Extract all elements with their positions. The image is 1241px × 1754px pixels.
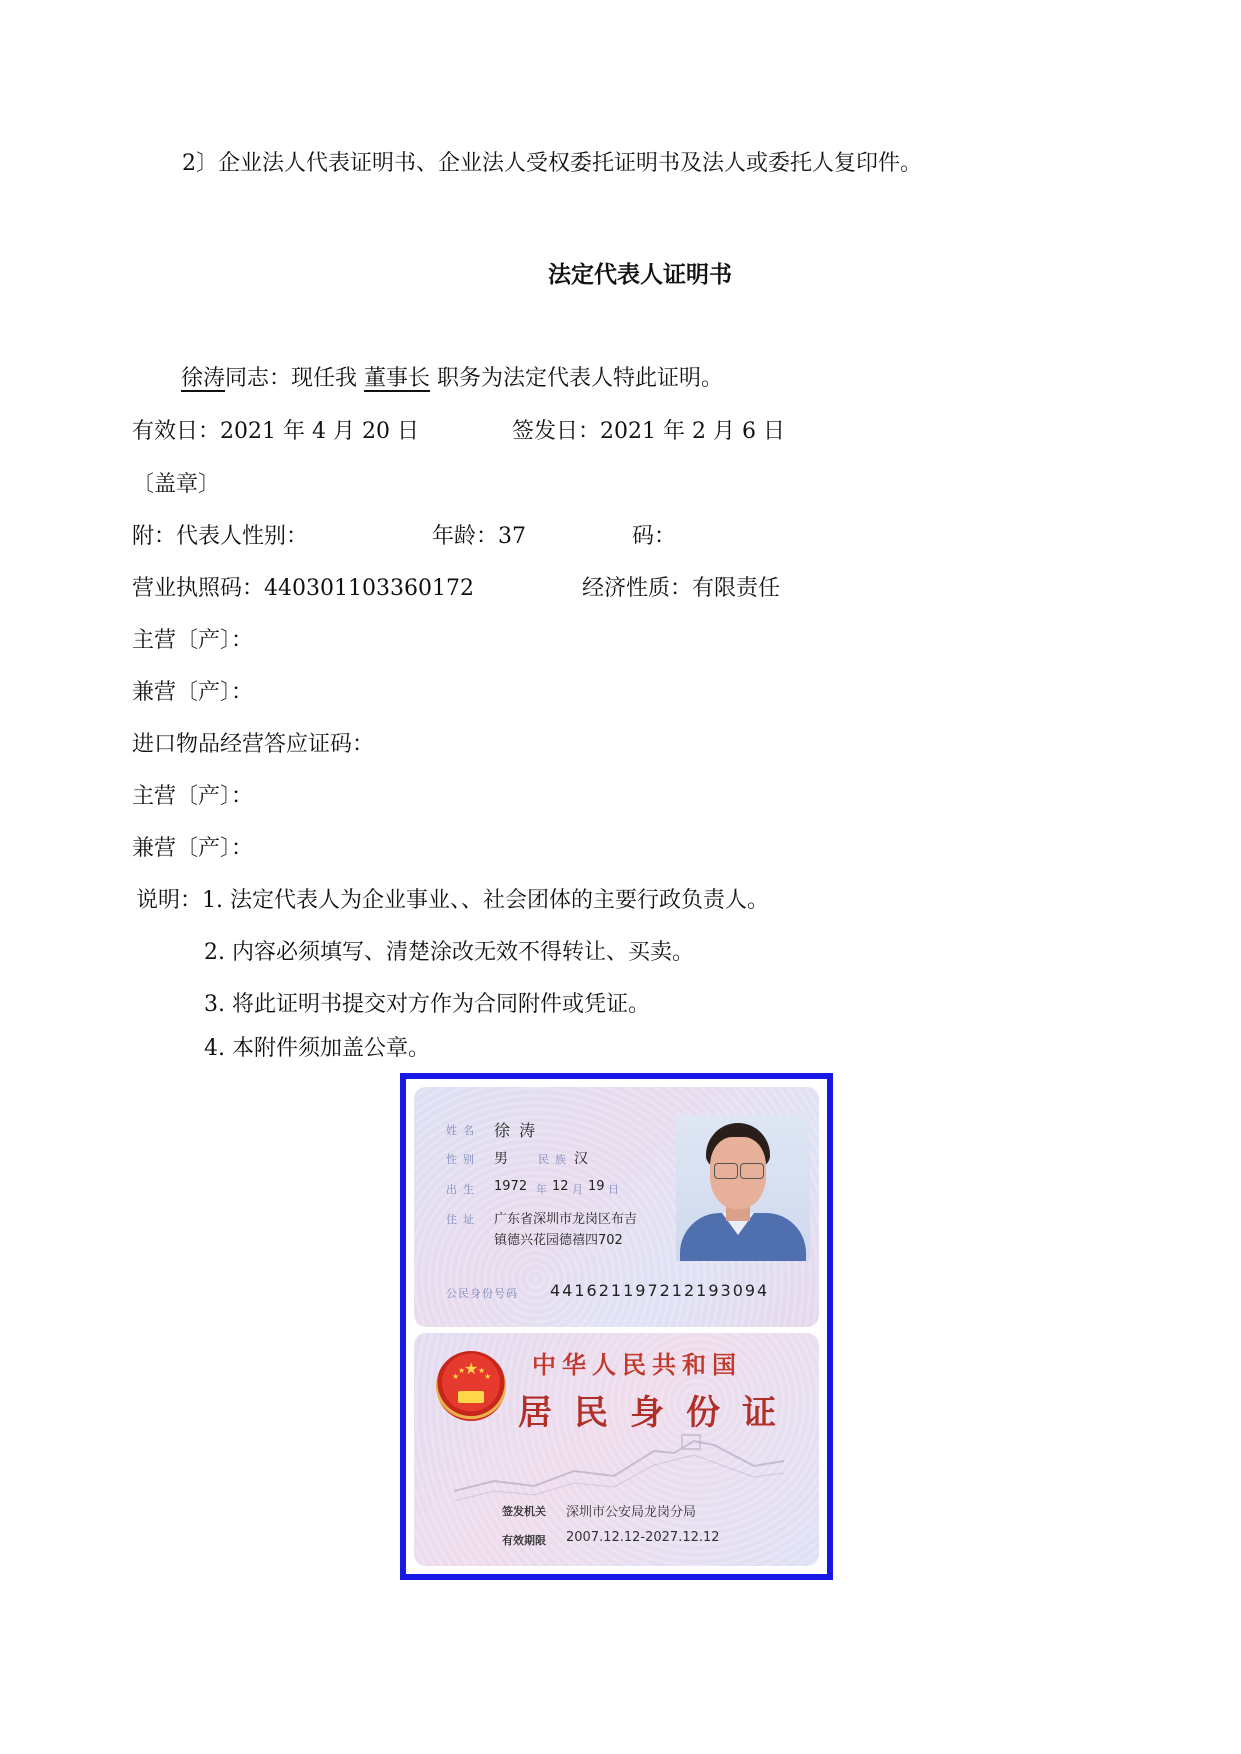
id-card-back	[414, 1333, 819, 1566]
sex-label: 性别	[446, 1153, 480, 1166]
statement-part2: 职务为法定代表人特此证明。	[437, 366, 724, 391]
main-products-1: 主营〔产〕：	[132, 628, 254, 653]
month-unit: 月	[572, 1183, 583, 1196]
great-wall-watermark	[454, 1431, 784, 1501]
card-title: 居民身份证	[518, 1393, 798, 1433]
statement-line	[181, 364, 723, 394]
id-number: 441621197212193094	[550, 1281, 770, 1300]
note-3: 3. 将此证明书提交对方作为合同附件或凭证。	[204, 992, 650, 1017]
note-1: 说明：1. 法定代表人为企业事业、、社会团体的主要行政负责人。	[136, 888, 769, 913]
address-line-2: 镇德兴花园德禧四702	[494, 1233, 623, 1248]
national-emblem-icon: ★ ★ ★ ★ ★	[436, 1351, 506, 1421]
address-label: 住址	[446, 1213, 480, 1226]
note-2: 2. 内容必须填写、清楚涂改无效不得转让、买卖。	[204, 940, 694, 965]
issue-date: 签发日：2021 年 2 月 6 日	[512, 419, 785, 444]
issuing-authority: 深圳市公安局龙岗分局	[566, 1505, 697, 1520]
portrait-photo	[676, 1115, 810, 1261]
side-products-2: 兼营〔产〕：	[132, 836, 254, 861]
card-name: 徐 涛	[494, 1121, 538, 1140]
note-4: 4. 本附件须加盖公章。	[204, 1036, 430, 1061]
validity-period: 2007.12.12-2027.12.12	[566, 1530, 720, 1545]
name-label: 姓名	[446, 1124, 480, 1137]
address-line-1: 广东省深圳市龙岗区布吉	[494, 1212, 638, 1227]
card-sex: 男	[494, 1151, 508, 1167]
intro-line: 2〕企业法人代表证明书、企业法人受权委托证明书及法人或委托人复印件。	[182, 151, 922, 176]
representative-name: 徐涛	[181, 366, 226, 391]
id-card-scan	[400, 1073, 833, 1580]
seal-label: 〔盖章〕	[132, 472, 221, 497]
year-unit: 年	[536, 1183, 547, 1196]
birth-label: 出生	[446, 1183, 480, 1196]
id-number-label: 公民身份号码	[446, 1287, 518, 1300]
valid-date: 有效日：2021 年 4 月 20 日	[132, 419, 419, 444]
statement-part1: 同志：现任我	[225, 366, 358, 391]
rep-code: 码：	[632, 524, 677, 549]
economic-nature: 经济性质：有限责任	[582, 576, 781, 601]
card-country: 中华人民共和国	[532, 1350, 742, 1379]
authority-label: 签发机关	[502, 1505, 546, 1518]
day-unit: 日	[608, 1183, 619, 1196]
birth-day: 19	[588, 1179, 605, 1194]
rep-gender: 附：代表人性别：	[132, 524, 309, 549]
rep-age: 年龄：37	[432, 524, 526, 549]
ethnic-label: 民族	[538, 1153, 572, 1166]
certificate-title: 法定代表人证明书	[548, 262, 732, 288]
position-title: 董事长	[364, 366, 431, 391]
birth-year: 1972	[494, 1179, 528, 1194]
birth-month: 12	[552, 1179, 569, 1194]
side-products-1: 兼营〔产〕：	[132, 680, 254, 705]
license-number: 营业执照码：440301103360172	[132, 576, 474, 601]
main-products-2: 主营〔产〕：	[132, 784, 254, 809]
validity-label: 有效期限	[502, 1534, 546, 1547]
import-license: 进口物品经营答应证码：	[132, 732, 375, 757]
id-card-front	[414, 1087, 819, 1327]
card-ethnic: 汉	[574, 1151, 588, 1167]
